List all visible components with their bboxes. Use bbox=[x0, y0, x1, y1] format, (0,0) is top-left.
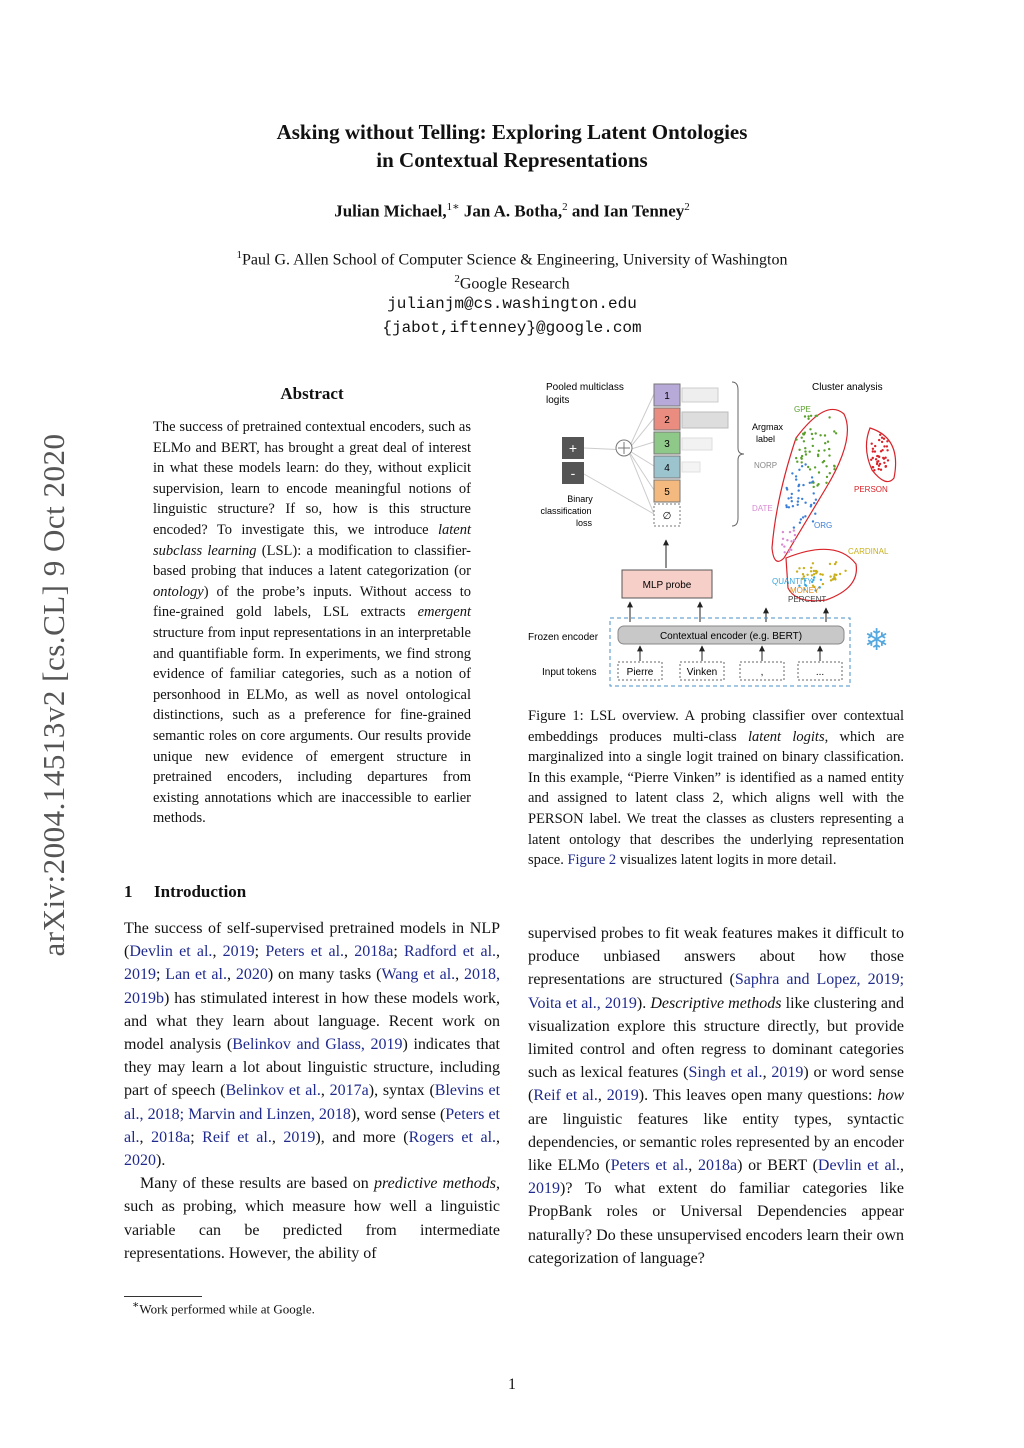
citation-link[interactable]: 2019 bbox=[124, 966, 156, 984]
cluster-point bbox=[785, 504, 787, 506]
cluster-point bbox=[809, 482, 811, 484]
cluster-point bbox=[878, 439, 880, 441]
affiliation-2-text: Google Research bbox=[459, 275, 570, 293]
cluster-point bbox=[807, 415, 809, 417]
cluster-point bbox=[790, 540, 792, 542]
cluster-point bbox=[815, 415, 817, 417]
logit-slots bbox=[654, 384, 680, 526]
cluster-point bbox=[803, 567, 805, 569]
abstract-heading: Abstract bbox=[280, 384, 344, 403]
cluster-point bbox=[814, 513, 816, 515]
cluster-point bbox=[814, 466, 816, 468]
cluster-point bbox=[816, 571, 818, 573]
term-how: how bbox=[877, 1087, 905, 1105]
citation-link[interactable]: Peters et al. bbox=[124, 1105, 500, 1146]
cluster-point bbox=[871, 443, 873, 445]
cluster-point bbox=[796, 461, 798, 463]
cluster-point bbox=[833, 465, 835, 467]
cluster-point bbox=[813, 492, 815, 494]
cluster-point bbox=[815, 432, 817, 434]
cluster-point bbox=[797, 500, 799, 502]
cluster-point bbox=[802, 516, 804, 518]
cluster-point bbox=[882, 457, 884, 459]
cluster-label-cardinal: CARDINAL bbox=[848, 547, 889, 556]
citation-link[interactable]: Devlin et al. bbox=[817, 1157, 901, 1175]
logit-bar-4 bbox=[682, 462, 700, 472]
pooled-logits-label-2: logits bbox=[546, 395, 570, 406]
cluster-label-date: DATE bbox=[752, 504, 773, 513]
cluster-point bbox=[874, 450, 876, 452]
cluster-point bbox=[883, 445, 885, 447]
term-emergent: emergent bbox=[417, 604, 471, 621]
token-label: , bbox=[760, 667, 764, 678]
cluster-point bbox=[796, 570, 798, 572]
cluster-point bbox=[801, 461, 803, 463]
cluster-point bbox=[819, 573, 821, 575]
cluster-point bbox=[809, 468, 811, 470]
cluster-point bbox=[822, 461, 824, 463]
cluster-point bbox=[791, 500, 793, 502]
term-descriptive-methods: Descriptive methods bbox=[650, 994, 782, 1012]
citation-link[interactable]: 2019 bbox=[283, 1128, 316, 1146]
frozen-encoder-label: Frozen encoder bbox=[528, 632, 599, 643]
cluster-point bbox=[886, 445, 888, 447]
mlp-probe-label: MLP probe bbox=[642, 580, 692, 591]
cluster-point bbox=[876, 463, 878, 465]
figure-1-caption: Figure 1: LSL overview. A probing classifier over contextual embeddings produces multi-class latent logits, which are marginalized into a single logit trained on binary classification. In this example, “Pierre Vinken” is identified as a named entity and assigned to latent class 2, which aligns well with the PERSON label. We treat the classes as clusters representing a latent ontology that describes the underlying representation space. Figure 2 visualizes latent logits in more detail. bbox=[528, 708, 905, 869]
term-predictive-methods: predictive methods bbox=[374, 1175, 497, 1193]
cluster-point bbox=[801, 437, 803, 439]
cluster-point bbox=[797, 497, 799, 499]
cluster-point bbox=[879, 463, 881, 465]
figure-1 bbox=[526, 378, 906, 690]
cluster-point bbox=[807, 466, 809, 468]
arxiv-stamp-text: arXiv:2004.14513v2 [cs.CL] 9 Oct 2020 bbox=[36, 433, 71, 957]
term-latent-logits: latent logits bbox=[748, 728, 825, 745]
cluster-point bbox=[822, 583, 824, 585]
cluster-label-person: PERSON bbox=[854, 485, 888, 494]
logit-bar-2 bbox=[682, 412, 728, 428]
intro-column-2 bbox=[528, 922, 904, 1270]
cluster-point bbox=[887, 459, 889, 461]
binary-loss-label-2: classification bbox=[540, 506, 592, 516]
citation-link[interactable]: Reif et al. bbox=[202, 1128, 272, 1146]
cluster-point bbox=[819, 434, 821, 436]
cluster-point bbox=[828, 448, 830, 450]
cluster-point bbox=[792, 505, 794, 507]
cluster-analysis-label: Cluster analysis bbox=[812, 382, 883, 393]
abstract-text: The success of pretrained contextual encoders, such as ELMo and BERT, has brought a great deal of interest in what these models learn: do they, without explicit supervision, learn to encode meaningful notions of linguistic structure? If so, how is this structure encoded? To investigate this, we introduce latent subclass learning (LSL): a modification to classifier-based probing that induces a latent categorization (or ontology) of the probe’s inputs. Without access to fine-grained gold labels, LSL extracts emergent structure from input representations in an interpretable and quantifiable form. In experiments, we find strong evidence of familiar categories, such as a notion of personhood in ELMo, as well as novel ontological distinctions, such as a preference for fine-grained semantic roles on core arguments. Our results provide unique new evidence of emergent structure in pretrained encoders, including departures from existing annotations which are inaccessible to earlier methods. bbox=[153, 419, 471, 827]
cluster-point bbox=[872, 457, 874, 459]
cluster-point bbox=[786, 539, 788, 541]
cluster-point bbox=[787, 497, 789, 499]
citation-link[interactable]: Belinkov and Glass, 2019 bbox=[232, 1036, 403, 1054]
cluster-point bbox=[815, 499, 817, 501]
citation-link[interactable]: Devlin et al. bbox=[129, 943, 213, 961]
cluster-point bbox=[790, 549, 792, 551]
footnote-mark: ∗ bbox=[132, 1299, 140, 1311]
affiliation-1-text: Paul G. Allen School of Computer Science & Engineering, University of Washington bbox=[242, 251, 788, 269]
cluster-point bbox=[834, 578, 836, 580]
cluster-point bbox=[813, 502, 815, 504]
cluster-point bbox=[783, 545, 785, 547]
footnote bbox=[132, 1298, 315, 1317]
cluster-point bbox=[833, 430, 835, 432]
token-label: Pierre bbox=[626, 667, 654, 678]
cluster-point bbox=[824, 442, 826, 444]
cluster-label-quantity: QUANTITY bbox=[772, 577, 813, 586]
token-label: Vinken bbox=[686, 667, 718, 678]
cluster-point bbox=[795, 457, 797, 459]
citation-link[interactable]: 2020 bbox=[124, 1152, 156, 1170]
cluster-point bbox=[817, 454, 819, 456]
argmax-label-2: label bbox=[756, 434, 776, 444]
citation-link[interactable]: 2018a bbox=[354, 943, 394, 961]
cluster-point bbox=[801, 498, 803, 500]
cluster-point bbox=[798, 567, 800, 569]
citation-link[interactable]: Radford et al. bbox=[404, 943, 497, 961]
cluster-point bbox=[872, 466, 874, 468]
citation-link[interactable]: 2018, 2019b bbox=[124, 966, 501, 1007]
cluster-point bbox=[886, 449, 888, 451]
citation-link[interactable]: Peters et al. bbox=[265, 943, 345, 961]
intro-column-2-paragraph: supervised probes to fit weak features makes it difficult to produce unbiased answers about how those representations are structured (Saphra and Lopez, 2019; Voita et al., 2019). Descriptive methods like clustering and visualization explore this structure directly, but provide limited control and often regress to dominant categories such as lexical features (Singh et al., 2019) or word sense (Reif et al., 2019). This leaves open many questions: how are linguistic features like entity types, syntactic dependencies, or semantic roles represented by an encoder like ELMo (Peters et al., 2018a) or BERT (Devlin et al., 2019)? To what extent do familiar categories like PropBank roles or Universal Dependencies appear naturally? Do these unsupervised encoders learn their own categorization of language? bbox=[528, 925, 905, 1267]
cluster-point bbox=[788, 551, 790, 553]
cluster-point bbox=[844, 570, 846, 572]
logit-slot-label: 4 bbox=[664, 463, 670, 474]
author-2: Jan A. Botha, bbox=[463, 201, 563, 221]
citation-link[interactable]: 2020 bbox=[235, 966, 268, 984]
cluster-point bbox=[790, 497, 792, 499]
logit-slot-label: ∅ bbox=[662, 511, 672, 522]
citation-link[interactable]: Wang et al. bbox=[381, 966, 456, 984]
citation-link[interactable]: Belinkov et al. bbox=[225, 1082, 321, 1100]
logit-slot-label: 2 bbox=[664, 415, 670, 426]
cluster-point bbox=[878, 468, 880, 470]
cluster-point bbox=[832, 578, 834, 580]
cluster-point bbox=[782, 531, 784, 533]
contextual-encoder-label: Contextual encoder (e.g. BERT) bbox=[659, 631, 803, 642]
cluster-point bbox=[791, 493, 793, 495]
author-3-mark: 2 bbox=[684, 201, 690, 213]
cluster-point bbox=[872, 448, 874, 450]
figure-2-link[interactable]: Figure 2 bbox=[567, 852, 617, 869]
cluster-point bbox=[820, 579, 822, 581]
argmax-label-1: Argmax bbox=[752, 422, 784, 432]
citation-link[interactable]: 2019 bbox=[222, 943, 255, 961]
affiliation-2-mark: 2 bbox=[454, 273, 460, 285]
author-1: Julian Michael, bbox=[334, 201, 447, 221]
cluster-point bbox=[804, 502, 806, 504]
cluster-point bbox=[811, 476, 813, 478]
cluster-label-org: ORG bbox=[814, 521, 833, 530]
cluster-point bbox=[802, 433, 804, 435]
cluster-point bbox=[830, 579, 832, 581]
cluster-point bbox=[797, 504, 799, 506]
cluster-point bbox=[824, 434, 826, 436]
cluster-point bbox=[872, 450, 874, 452]
citation-link[interactable]: Rogers et al. bbox=[408, 1128, 497, 1146]
cluster-point bbox=[781, 543, 783, 545]
email-1[interactable]: julianjm@cs.washington.edu bbox=[387, 295, 637, 313]
cluster-point bbox=[813, 576, 815, 578]
footnote-text: Work performed while at Google. bbox=[139, 1301, 315, 1317]
logit-slot-label: 1 bbox=[664, 391, 670, 402]
cluster-point bbox=[810, 504, 812, 506]
term-latent-subclass: latent subclass learning bbox=[153, 521, 471, 559]
logit-slot-label: 5 bbox=[664, 487, 670, 498]
cluster-point bbox=[812, 480, 814, 482]
input-tokens-label: Input tokens bbox=[542, 667, 597, 678]
cluster-point bbox=[877, 460, 879, 462]
cluster-point bbox=[826, 476, 828, 478]
citation-link[interactable]: Saphra and Lopez, 2019; Voita et al., 2019 bbox=[528, 971, 905, 1012]
cluster-point bbox=[885, 465, 887, 467]
cluster-point bbox=[833, 468, 835, 470]
cluster-point bbox=[886, 440, 888, 442]
arxiv-stamp bbox=[14, 330, 94, 1060]
cluster-point bbox=[801, 455, 803, 457]
cluster-point bbox=[881, 441, 883, 443]
cluster-point bbox=[873, 469, 875, 471]
page-number: 1 bbox=[508, 1376, 516, 1393]
figure-1-diagram bbox=[526, 378, 906, 690]
paper-title-line-2: in Contextual Representations bbox=[376, 148, 648, 172]
cluster-point bbox=[870, 459, 872, 461]
cluster-point bbox=[789, 531, 791, 533]
cluster-point bbox=[798, 469, 800, 471]
cluster-point bbox=[802, 484, 804, 486]
email-2[interactable]: {jabot,iftenney}@google.com bbox=[382, 319, 642, 337]
cluster-point bbox=[798, 449, 800, 451]
cluster-point bbox=[809, 428, 811, 430]
cluster-point bbox=[804, 515, 806, 517]
cluster-label-norp: NORP bbox=[754, 461, 778, 470]
cluster-point bbox=[883, 438, 885, 440]
plus-label: + bbox=[568, 440, 578, 456]
cluster-point bbox=[802, 573, 804, 575]
intro-paragraph-2: Many of these results are based on predictive methods, such as probing, which measure how well a linguistic variable can be predicted from intermediate representations. However, the ability of bbox=[124, 1175, 501, 1262]
binary-loss-label-1: Binary bbox=[567, 494, 593, 504]
cluster-point bbox=[829, 563, 831, 565]
cluster-point bbox=[798, 484, 800, 486]
cluster-point bbox=[791, 472, 793, 474]
cluster-points bbox=[781, 415, 889, 592]
cluster-point bbox=[879, 434, 881, 436]
affiliation-1-mark: 1 bbox=[236, 249, 243, 261]
binary-loss-label-3: loss bbox=[575, 518, 593, 528]
cluster-point bbox=[784, 551, 786, 553]
token-label: ... bbox=[815, 667, 825, 678]
cluster-point bbox=[786, 487, 788, 489]
cluster-point bbox=[834, 563, 836, 565]
author-1-mark: 1∗ bbox=[446, 201, 460, 213]
section-heading-introduction bbox=[124, 882, 246, 902]
cluster-point bbox=[822, 574, 824, 576]
cluster-point bbox=[794, 534, 796, 536]
cluster-point bbox=[809, 451, 811, 453]
cluster-point bbox=[795, 438, 797, 440]
paper-title-line-1: Asking without Telling: Exploring Latent Ontologies bbox=[276, 120, 748, 144]
cluster-point bbox=[804, 450, 806, 452]
cluster-point bbox=[804, 415, 806, 417]
citation-link[interactable]: Reif et al. bbox=[533, 1087, 598, 1105]
cluster-label-gpe: GPE bbox=[794, 405, 811, 414]
minus-label: - bbox=[570, 465, 576, 481]
cluster-point bbox=[801, 465, 803, 467]
logit-slot-label: 3 bbox=[664, 439, 670, 450]
cluster-point bbox=[818, 471, 820, 473]
cluster-point bbox=[812, 562, 814, 564]
citation-link[interactable]: Peters et al. bbox=[610, 1157, 689, 1175]
cluster-point bbox=[812, 445, 814, 447]
citation-link[interactable]: Blevins et al., 2018; Marvin and Linzen, 2018 bbox=[124, 1082, 501, 1123]
cluster-point bbox=[835, 432, 837, 434]
citation-link[interactable]: 2019 bbox=[771, 1064, 804, 1082]
cluster-point bbox=[828, 454, 830, 456]
cluster-point bbox=[823, 449, 825, 451]
cluster-point bbox=[874, 445, 876, 447]
cluster-point bbox=[782, 538, 784, 540]
cluster-point bbox=[810, 415, 812, 417]
section-number: 1 bbox=[124, 882, 133, 901]
cluster-point bbox=[795, 478, 797, 480]
cluster-point bbox=[793, 526, 795, 528]
cluster-point bbox=[813, 573, 815, 575]
cluster-outline-person bbox=[866, 428, 895, 482]
cluster-point bbox=[793, 539, 795, 541]
cluster-point bbox=[880, 450, 882, 452]
cluster-point bbox=[804, 447, 806, 449]
cluster-label-money: MONEY bbox=[790, 586, 820, 595]
cluster-point bbox=[883, 462, 885, 464]
cluster-point bbox=[793, 529, 795, 531]
intro-column-1 bbox=[124, 917, 500, 1265]
logit-bar-1 bbox=[682, 388, 718, 402]
cluster-point bbox=[829, 575, 831, 577]
cluster-point bbox=[798, 489, 800, 491]
pooled-logits-label-1: Pooled multiclass bbox=[546, 382, 624, 393]
footnote-rule bbox=[124, 1296, 202, 1297]
cluster-point bbox=[811, 433, 813, 435]
cluster-point bbox=[806, 574, 808, 576]
term-ontology: ontology bbox=[153, 583, 204, 600]
cluster-point bbox=[788, 506, 790, 508]
author-list bbox=[0, 200, 1024, 222]
cluster-point bbox=[825, 465, 827, 467]
cluster-point bbox=[829, 472, 831, 474]
cluster-point bbox=[800, 518, 802, 520]
cluster-point bbox=[828, 416, 830, 418]
cluster-point bbox=[817, 483, 819, 485]
author-3: and Ian Tenney bbox=[571, 201, 685, 221]
citation-link[interactable]: 2017a bbox=[329, 1082, 369, 1100]
cluster-point bbox=[827, 441, 829, 443]
cluster-point bbox=[805, 453, 807, 455]
cluster-point bbox=[799, 522, 801, 524]
citation-link[interactable]: Singh et al. bbox=[688, 1064, 763, 1082]
cluster-point bbox=[810, 570, 812, 572]
author-2-mark: 2 bbox=[562, 201, 568, 213]
cluster-point bbox=[813, 486, 815, 488]
cluster-point bbox=[876, 455, 878, 457]
cluster-point bbox=[804, 463, 806, 465]
logit-bar-3 bbox=[682, 438, 712, 450]
cluster-point bbox=[807, 418, 809, 420]
cluster-point bbox=[839, 573, 841, 575]
cluster-point bbox=[812, 438, 814, 440]
cluster-point bbox=[825, 482, 827, 484]
cluster-point bbox=[813, 570, 815, 572]
cluster-point bbox=[884, 457, 886, 459]
intro-paragraph-1: The success of self-supervised pretrained models in NLP (Devlin et al., 2019; Peters et al., 2018a; Radford et al., 2019; Lan et al., 2020) on many tasks (Wang et al., 2018, 2019b) has stimulated interest in how these models work, and what they learn about language. Recent work on model analysis (Belinkov and Glass, 2019) indicates that they may learn a lot about linguistic structure, including part of speech (Belinkov et al., 2017a), syntax (Blevins et al., 2018; Marvin and Linzen, 2018), word sense (Peters et al., 2018a; Reif et al., 2019), and more (Rogers et al., 2020). bbox=[124, 920, 501, 1170]
citation-link[interactable]: 2019 bbox=[606, 1087, 639, 1105]
cluster-point bbox=[795, 475, 797, 477]
citation-link[interactable]: 2019 bbox=[528, 1180, 560, 1198]
cluster-point bbox=[801, 458, 803, 460]
section-title: Introduction bbox=[154, 882, 247, 901]
cluster-point bbox=[810, 567, 812, 569]
citation-link[interactable]: 2018a bbox=[697, 1157, 738, 1175]
argmax-bracket bbox=[732, 382, 744, 526]
cluster-point bbox=[875, 458, 877, 460]
citation-link[interactable]: 2018a bbox=[151, 1128, 191, 1146]
cluster-label-percent: PERCENT bbox=[788, 595, 827, 604]
cluster-point bbox=[818, 450, 820, 452]
snowflake-icon: ❄ bbox=[864, 624, 890, 657]
cluster-point bbox=[880, 469, 882, 471]
cluster-point bbox=[803, 440, 805, 442]
input-tokens bbox=[618, 646, 842, 680]
citation-link[interactable]: Lan et al. bbox=[165, 966, 227, 984]
